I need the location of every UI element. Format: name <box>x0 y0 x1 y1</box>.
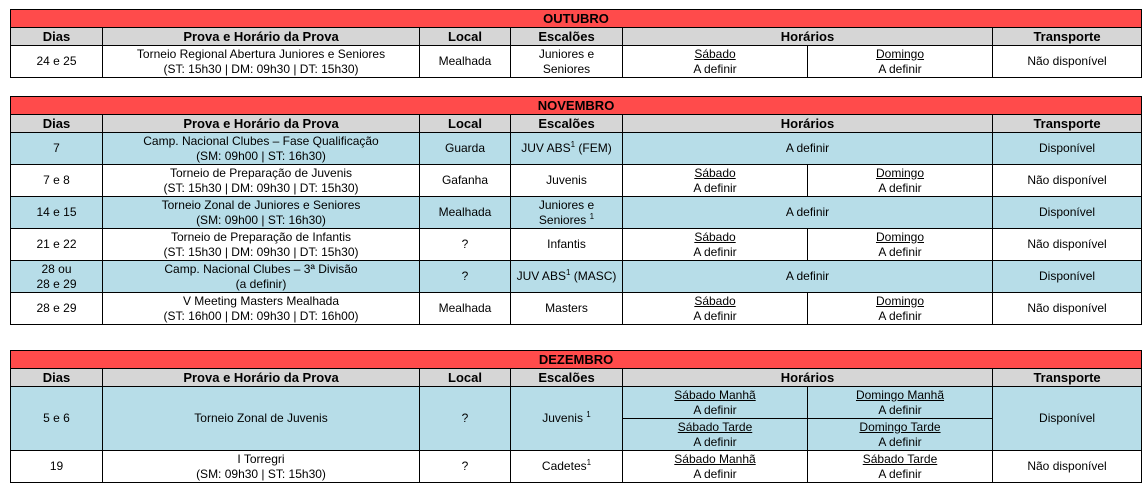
escalao-cell: JUV ABS$^1$ (FEM) <box>511 133 623 165</box>
outubro-section <box>10 9 1141 78</box>
local-cell: ? <box>420 261 511 293</box>
month-title: DEZEMBRO <box>11 351 1142 369</box>
escalao-cell: JUV ABS$^1$ (MASC) <box>511 261 623 293</box>
col-header-escaloes: Escalões <box>511 369 623 387</box>
transporte-cell: Não disponível <box>993 229 1142 261</box>
horario-cell: Sábado A definir <box>623 165 808 197</box>
transporte-cell: Disponível <box>993 261 1142 293</box>
prova-cell: Torneio Zonal de Juvenis <box>103 387 420 451</box>
dezembro-table <box>10 350 1142 483</box>
outubro-table <box>10 9 1142 78</box>
novembro-section <box>10 96 1141 325</box>
table-row <box>11 165 1142 197</box>
table-row <box>11 46 1142 78</box>
col-header-prova: Prova e Horário da Prova <box>103 28 420 46</box>
col-header-local: Local <box>420 28 511 46</box>
col-header-horarios: Horários <box>623 115 993 133</box>
horario-cell: Sábado A definir <box>623 46 808 78</box>
transporte-cell: Disponível <box>993 197 1142 229</box>
prova-cell: V Meeting Masters Mealhada (ST: 16h00 | DM: 09h30 | DT: 16h00) <box>103 293 420 325</box>
horario-cell: Sábado Tarde A definir <box>808 451 993 483</box>
table-row <box>11 451 1142 483</box>
table-row <box>11 387 1142 419</box>
prova-cell: Torneio Zonal de Juniores e Seniores (SM: 09h00 | ST: 16h30) <box>103 197 420 229</box>
horario-cell: Domingo Tarde A definir <box>808 419 993 451</box>
dezembro-section <box>10 350 1141 483</box>
prova-cell: Torneio Regional Abertura Juniores e Seniores (ST: 15h30 | DM: 09h30 | DT: 15h30) <box>103 46 420 78</box>
escalao-cell: Juvenis <box>511 165 623 197</box>
local-cell: ? <box>420 387 511 451</box>
col-header-local: Local <box>420 369 511 387</box>
escalao-cell: Juniores e Seniores $^1$ <box>511 197 623 229</box>
col-header-prova: Prova e Horário da Prova <box>103 369 420 387</box>
col-header-horarios: Horários <box>623 28 993 46</box>
horario-cell: Sábado Manhã A definir <box>623 387 808 419</box>
col-header-dias: Dias <box>11 115 103 133</box>
prova-cell: Camp. Nacional Clubes – Fase Qualificação (SM: 09h00 | ST: 16h30) <box>103 133 420 165</box>
local-cell: Mealhada <box>420 197 511 229</box>
novembro-table <box>10 96 1142 325</box>
col-header-dias: Dias <box>11 28 103 46</box>
escalao-cell: Juvenis $^1$ <box>511 387 623 451</box>
escalao-cell: Cadetes$^1$ <box>511 451 623 483</box>
local-cell: Guarda <box>420 133 511 165</box>
escalao-cell: Juniores e Seniores <box>511 46 623 78</box>
horario-cell: Sábado Manhã A definir <box>623 451 808 483</box>
dias-cell: 7 <box>11 133 103 165</box>
month-title: OUTUBRO <box>11 10 1142 28</box>
escalao-cell: Infantis <box>511 229 623 261</box>
col-header-transporte: Transporte <box>993 369 1142 387</box>
table-row <box>11 293 1142 325</box>
table-row <box>11 133 1142 165</box>
transporte-cell: Disponível <box>993 387 1142 451</box>
horario-cell: Domingo A definir <box>808 293 993 325</box>
col-header-escaloes: Escalões <box>511 28 623 46</box>
prova-cell: I Torregri (SM: 09h30 | ST: 15h30) <box>103 451 420 483</box>
horario-cell: A definir <box>623 133 993 165</box>
transporte-cell: Disponível <box>993 133 1142 165</box>
col-header-prova: Prova e Horário da Prova <box>103 115 420 133</box>
prova-cell: Camp. Nacional Clubes – 3ª Divisão (a definir) <box>103 261 420 293</box>
horario-cell: A definir <box>623 197 993 229</box>
table-row <box>11 261 1142 293</box>
horario-cell: Sábado Tarde A definir <box>623 419 808 451</box>
local-cell: ? <box>420 451 511 483</box>
local-cell: Mealhada <box>420 46 511 78</box>
col-header-transporte: Transporte <box>993 28 1142 46</box>
dias-cell: 14 e 15 <box>11 197 103 229</box>
prova-cell: Torneio de Preparação de Juvenis (ST: 15h30 | DM: 09h30 | DT: 15h30) <box>103 165 420 197</box>
dias-cell: 19 <box>11 451 103 483</box>
escalao-cell: Masters <box>511 293 623 325</box>
transporte-cell: Não disponível <box>993 46 1142 78</box>
dias-cell: 24 e 25 <box>11 46 103 78</box>
table-row <box>11 197 1142 229</box>
horario-cell: Domingo A definir <box>808 165 993 197</box>
transporte-cell: Não disponível <box>993 293 1142 325</box>
horario-cell: Domingo A definir <box>808 229 993 261</box>
dias-cell: 5 e 6 <box>11 387 103 451</box>
horario-cell: Sábado A definir <box>623 229 808 261</box>
local-cell: Gafanha <box>420 165 511 197</box>
local-cell: ? <box>420 229 511 261</box>
prova-cell: Torneio de Preparação de Infantis (ST: 15h30 | DM: 09h30 | DT: 15h30) <box>103 229 420 261</box>
col-header-local: Local <box>420 115 511 133</box>
month-title: NOVEMBRO <box>11 97 1142 115</box>
col-header-escaloes: Escalões <box>511 115 623 133</box>
local-cell: Mealhada <box>420 293 511 325</box>
transporte-cell: Não disponível <box>993 451 1142 483</box>
horario-cell: Domingo A definir <box>808 46 993 78</box>
horario-cell: A definir <box>623 261 993 293</box>
col-header-dias: Dias <box>11 369 103 387</box>
horario-cell: Domingo Manhã A definir <box>808 387 993 419</box>
dias-cell: 7 e 8 <box>11 165 103 197</box>
dias-cell: 21 e 22 <box>11 229 103 261</box>
col-header-transporte: Transporte <box>993 115 1142 133</box>
dias-cell: 28 ou 28 e 29 <box>11 261 103 293</box>
horario-cell: Sábado A definir <box>623 293 808 325</box>
table-row <box>11 229 1142 261</box>
transporte-cell: Não disponível <box>993 165 1142 197</box>
col-header-horarios: Horários <box>623 369 993 387</box>
dias-cell: 28 e 29 <box>11 293 103 325</box>
